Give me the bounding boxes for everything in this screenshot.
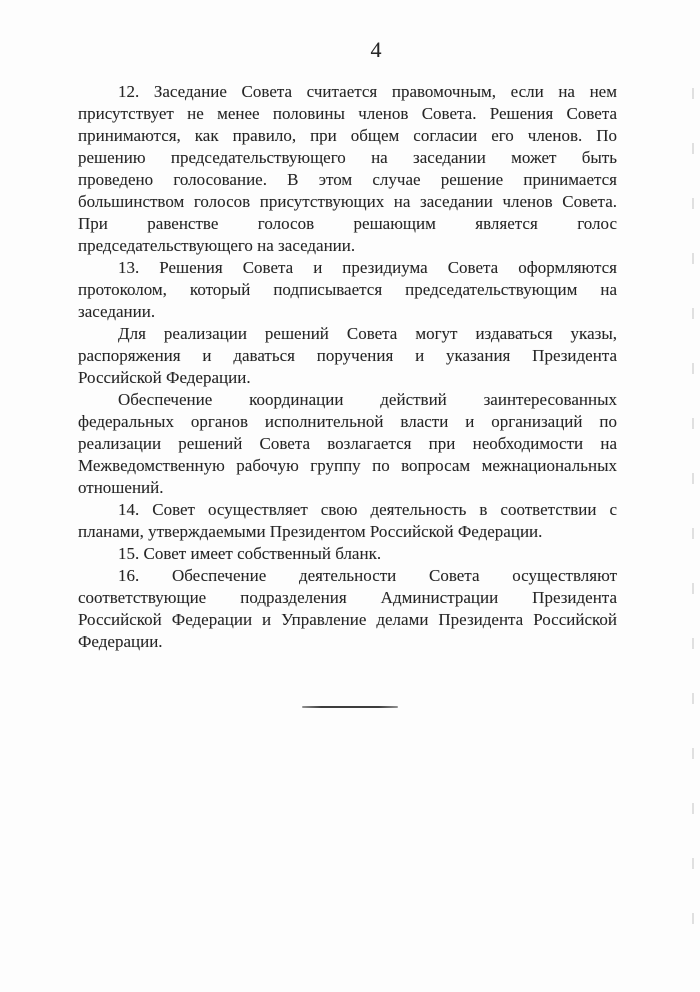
text-line: проведено голосование. В этом случае решение принимается: [78, 170, 617, 189]
text-line: 12. Заседание Совета считается правомочным, если на нем: [118, 82, 617, 101]
text-line: федеральных органов исполнительной власти и организаций по: [78, 412, 617, 431]
text-line: соответствующие подразделения Администрации Президента: [78, 588, 617, 607]
text-line: заседании.: [78, 302, 156, 321]
document-body: [78, 81, 617, 653]
text-line: 14. Совет осуществляет свою деятельность в соответствии с: [118, 500, 617, 519]
text-line: Межведомственную рабочую группу по вопросам межнациональных: [78, 456, 617, 475]
page-number: 4: [370, 37, 382, 62]
text-line: протоколом, который подписывается председательствующим на: [78, 280, 617, 299]
text-line: присутствует не менее половины членов Совета. Решения Совета: [78, 104, 617, 123]
text-line: При равенстве голосов решающим является голос: [78, 214, 617, 233]
text-line: Российской Федерации.: [78, 368, 251, 387]
text-line: планами, утверждаемыми Президентом Российской Федерации.: [78, 522, 543, 541]
text-line: Российской Федерации и Управление делами Президента Российской: [78, 610, 617, 629]
text-line: решению председательствующего на заседании может быть: [78, 148, 617, 167]
text-line: Федерации.: [78, 632, 163, 651]
text-line: принимаются, как правило, при общем согласии его членов. По: [78, 126, 617, 145]
text-line: 15. Совет имеет собственный бланк.: [118, 544, 382, 563]
text-line: отношений.: [78, 478, 164, 497]
text-line: 13. Решения Совета и президиума Совета оформляются: [118, 258, 617, 277]
text-line: распоряжения и даваться поручения и указания Президента: [78, 346, 617, 365]
text-line: 16. Обеспечение деятельности Совета осуществляют: [118, 566, 617, 585]
text-line: Обеспечение координации действий заинтересованных: [118, 390, 617, 409]
text-line: реализации решений Совета возлагается при необходимости на: [78, 434, 617, 453]
text-line: председательствующего на заседании.: [78, 236, 356, 255]
scan-edge-marks-icon: [692, 88, 694, 968]
text-line: большинством голосов присутствующих на заседании членов Совета.: [78, 192, 617, 211]
text-line: Для реализации решений Совета могут издаваться указы,: [118, 324, 617, 343]
section-divider: [302, 706, 398, 708]
